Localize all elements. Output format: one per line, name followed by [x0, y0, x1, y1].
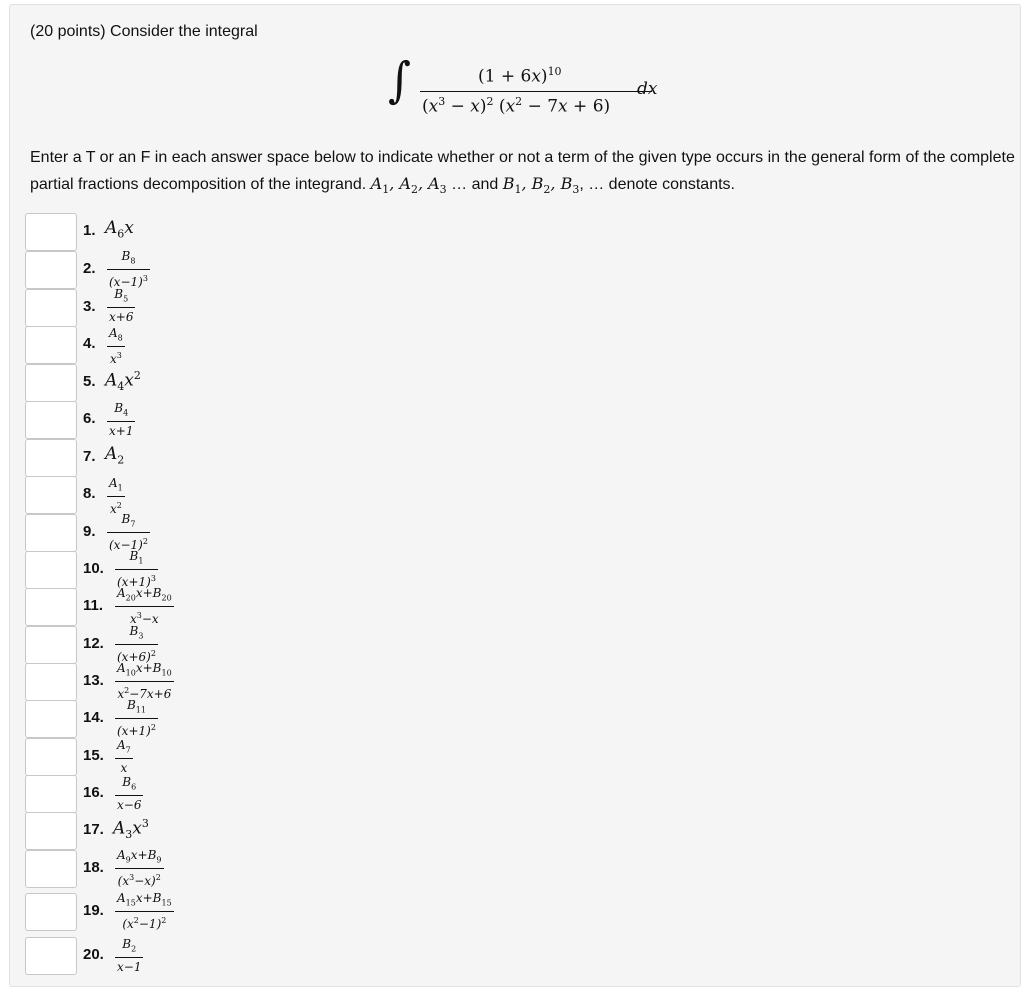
answer-input-10[interactable] — [25, 551, 77, 589]
answer-input-3[interactable] — [25, 289, 77, 327]
answer-input-14[interactable] — [25, 700, 77, 738]
answer-input-18[interactable] — [25, 850, 77, 888]
item-number: 17. — [83, 821, 104, 838]
answer-input-16[interactable] — [25, 775, 77, 813]
answer-input-6[interactable] — [25, 401, 77, 439]
term-expression: $\frac{B_3}{(x+6)^2}$ — [117, 624, 156, 665]
fraction-bar — [420, 91, 652, 92]
term-expression: $\frac{A_{20}x+B_{20}}{x^3-x}$ — [117, 586, 172, 627]
integral-numerator: $(1 + 6x)^{10}$ — [478, 65, 562, 87]
term-expression: $\frac{A_8}{x^3}$ — [109, 326, 123, 367]
item-number: 11. — [83, 597, 104, 614]
answer-input-20[interactable] — [25, 937, 77, 975]
answer-input-12[interactable] — [25, 626, 77, 664]
item-number: 18. — [83, 859, 104, 876]
integral-expression — [388, 52, 708, 127]
item-number: 1. — [83, 222, 96, 239]
term-expression: $\frac{B_4}{x+1}$ — [109, 401, 134, 439]
term-expression: $A_3x^3$ — [113, 817, 149, 842]
answer-input-11[interactable] — [25, 588, 77, 626]
integral-sign-icon: ∫ — [388, 52, 411, 109]
item-number: 9. — [83, 523, 96, 540]
term-expression: $\frac{A_{15}x+B_{15}}{(x^2-1)^2}$ — [117, 891, 172, 932]
item-number: 15. — [83, 747, 104, 764]
term-expression: $\frac{B_1}{(x+1)^3}$ — [117, 549, 156, 590]
integral-differential: dx — [637, 79, 658, 99]
answer-input-2[interactable] — [25, 251, 77, 289]
item-number: 2. — [83, 260, 96, 277]
term-expression: $\frac{B_{11}}{(x+1)^2}$ — [117, 698, 156, 739]
question-card — [9, 4, 1021, 987]
item-number: 14. — [83, 709, 104, 726]
instructions: Enter a T or an F in each answer space below to indicate whether or not a term of the given type occurs in the general form of the complete partial fractions decomposition of the integrand. $A_1$, $A_2$, $A_3$ … and $B_1$, $B_2$, $B_3$, … denote constants. — [30, 149, 1015, 197]
term-expression: $\frac{A_{10}x+B_{10}}{x^2-7x+6}$ — [117, 661, 172, 702]
term-expression: $\frac{B_7}{(x-1)^2}$ — [109, 512, 148, 553]
item-number: 13. — [83, 672, 104, 689]
item-number: 3. — [83, 298, 96, 315]
term-expression: $\frac{B_6}{x-6}$ — [117, 775, 142, 813]
term-expression: $A_4x^2$ — [105, 369, 141, 394]
answer-input-17[interactable] — [25, 812, 77, 850]
term-expression: $\frac{A_9x+B_9}{(x^3-x)^2}$ — [117, 848, 162, 889]
answer-input-1[interactable] — [25, 213, 77, 251]
answer-input-9[interactable] — [25, 514, 77, 552]
term-expression: $\frac{B_2}{x-1}$ — [117, 937, 142, 975]
term-expression: $\frac{B_8}{(x-1)^3}$ — [109, 249, 148, 290]
term-expression: $A_6x$ — [105, 218, 134, 241]
answer-input-7[interactable] — [25, 439, 77, 477]
term-expression: $\frac{A_1}{x^2}$ — [109, 476, 123, 517]
item-number: 19. — [83, 902, 104, 919]
item-number: 10. — [83, 560, 104, 577]
item-number: 12. — [83, 635, 104, 652]
answer-input-15[interactable] — [25, 738, 77, 776]
answer-input-4[interactable] — [25, 326, 77, 364]
question-title: (20 points) Consider the integral — [30, 23, 258, 40]
item-number: 20. — [83, 946, 104, 963]
answer-input-5[interactable] — [25, 364, 77, 402]
term-expression: $\frac{A_7}{x}$ — [117, 738, 131, 776]
term-expression: $\frac{B_5}{x+6}$ — [109, 287, 134, 325]
item-number: 4. — [83, 335, 96, 352]
answer-input-13[interactable] — [25, 663, 77, 701]
item-number: 8. — [83, 485, 96, 502]
item-number: 5. — [83, 373, 96, 390]
item-number: 16. — [83, 784, 104, 801]
answer-input-8[interactable] — [25, 476, 77, 514]
item-number: 7. — [83, 448, 96, 465]
item-number: 6. — [83, 410, 96, 427]
term-expression: $A_2$ — [105, 444, 125, 467]
integral-denominator: $(x^3 - x)^2$ $(x^2 - 7x + 6)$ — [422, 95, 611, 117]
answer-input-19[interactable] — [25, 893, 77, 931]
